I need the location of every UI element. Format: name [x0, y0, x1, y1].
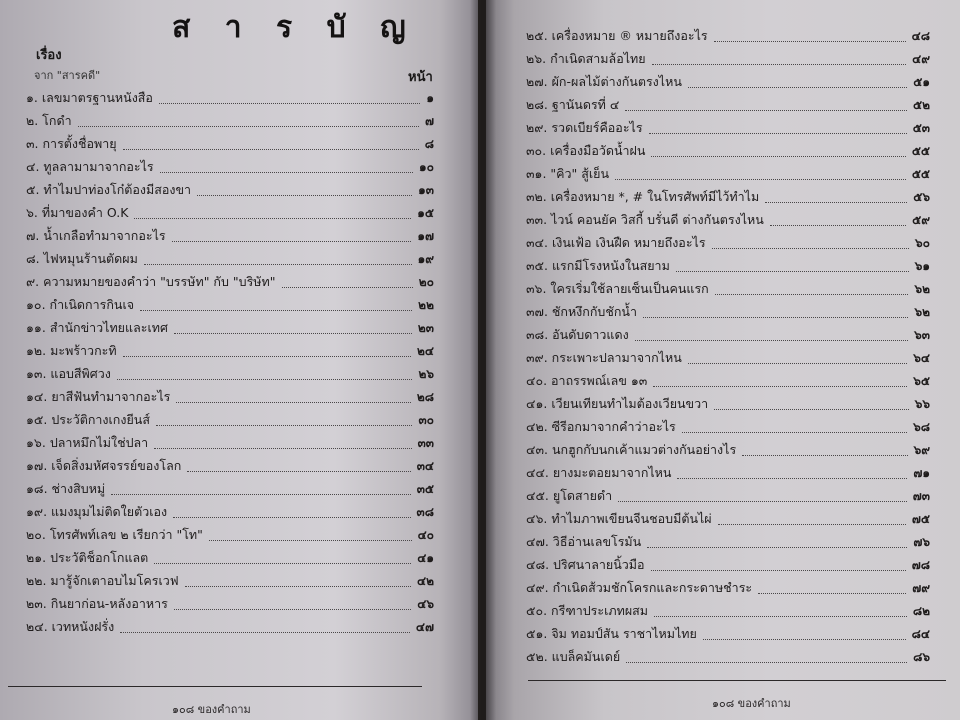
toc-entry [26, 412, 434, 430]
toc-entry [526, 189, 930, 207]
toc-entry [526, 304, 930, 322]
leader-dots [770, 225, 906, 226]
left-page [0, 0, 478, 720]
toc-entry-page: ๘ [424, 137, 434, 151]
toc-entry-page: ๗๙ [912, 581, 930, 595]
toc-entry [526, 51, 930, 69]
leader-dots [618, 501, 907, 502]
toc-entry-title: ๓๙. กระเพาะปลามาจากไหน [526, 350, 682, 365]
toc-entry-title: ๒๔. เวทหนังฝรั่ง [26, 619, 115, 634]
leader-dots [649, 133, 907, 134]
toc-entry [26, 320, 434, 338]
toc-entry [526, 212, 930, 230]
toc-entry [26, 297, 434, 315]
toc-entry-page: ๖๖ [914, 397, 930, 411]
toc-entry-page: ๔๒ [417, 574, 434, 588]
page-column-header: หน้า [408, 70, 433, 85]
page-footer: ๑๐๘ ของคำถาม [712, 697, 791, 710]
leader-dots [654, 616, 907, 617]
leader-dots [173, 517, 410, 518]
leader-dots [688, 87, 907, 88]
topic-column-header: เรื่อง [36, 48, 62, 63]
toc-entry [26, 573, 434, 591]
toc-entry-page: ๔๘ [911, 29, 930, 43]
toc-entry-page: ๕๖ [913, 190, 930, 204]
leader-dots [682, 432, 907, 433]
leader-dots [635, 340, 908, 341]
toc-entry-title: ๑๙. แมงมุมไม่ติดใยตัวเอง [26, 504, 168, 519]
toc-entry [526, 442, 930, 460]
leader-dots [159, 103, 420, 104]
leader-dots [120, 632, 410, 633]
toc-entry [526, 488, 930, 506]
page-title: ส า ร บั ญ [172, 10, 418, 45]
toc-entry-page: ๖๒ [914, 282, 930, 296]
leader-dots [187, 471, 410, 472]
toc-entry-page: ๗๑ [913, 466, 930, 480]
toc-entry [526, 281, 930, 299]
leader-dots [156, 425, 412, 426]
toc-entry-title: ๔๘. ปริศนาลายนิ้วมือ [526, 557, 645, 572]
leader-dots [111, 494, 411, 495]
toc-entry [526, 649, 930, 667]
toc-entry [526, 511, 930, 529]
toc-entry-page: ๒๖ [418, 367, 434, 381]
leader-dots [615, 179, 906, 180]
leader-dots [758, 593, 906, 594]
toc-entry-title: ๔๖. ทำไมภาพเขียนจีนชอบมีต้นไผ่ [526, 511, 712, 526]
toc-entry-title: ๒๙. รวดเบียร์คืออะไร [526, 120, 643, 135]
leader-dots [123, 356, 411, 357]
toc-entry-page: ๖๔ [913, 351, 930, 365]
toc-entry-title: ๔๐. อาถรรพณ์เลข ๑๓ [526, 373, 648, 388]
leader-dots [714, 41, 906, 42]
toc-entry [526, 534, 930, 552]
toc-entry [526, 626, 930, 644]
toc-entry-title: ๑๓. แอบสีพิศวง [26, 366, 111, 381]
toc-entry [526, 350, 930, 368]
toc-entry-title: ๑๔. ยาสีฟันทำมาจากอะไร [26, 389, 171, 404]
leader-dots [647, 547, 907, 548]
leader-dots [282, 287, 413, 288]
toc-entry-title: ๑๘. ช่างสิบหมู่ [26, 481, 106, 496]
toc-entry-title: ๒๕. เครื่องหมาย ® หมายถึงอะไร [526, 28, 708, 43]
toc-entry [526, 557, 930, 575]
toc-entry [26, 274, 434, 292]
toc-entry-title: ๓๐. เครื่องมือวัดน้ำฝน [526, 143, 646, 158]
toc-entry-page: ๕๕ [911, 167, 930, 181]
toc-entry-page: ๒๓ [417, 321, 434, 335]
toc-entry-title: ๕๒. แบล็คมันเดย์ [526, 649, 621, 664]
leader-dots [209, 540, 412, 541]
toc-entry [26, 90, 434, 108]
toc-entry-page: ๓๘ [416, 505, 434, 519]
toc-entry [26, 343, 434, 361]
toc-entry-title: ๔๙. กำเนิดส้วมชักโครกและกระดาษชำระ [526, 580, 753, 595]
toc-entry-page: ๕๓ [912, 121, 930, 135]
toc-entry-title: ๔. ทูลลามามาจากอะไร [26, 159, 154, 174]
toc-entry-page: ๗๕ [911, 512, 930, 526]
leader-dots [714, 409, 909, 410]
toc-entry [526, 97, 930, 115]
toc-entry-title: ๑๑. สำนักข่าวไทยและเทศ [26, 320, 168, 335]
leader-dots [144, 264, 412, 265]
toc-entry-page: ๒๒ [418, 298, 434, 312]
toc-entry-page: ๔๖ [417, 597, 434, 611]
toc-entry [26, 182, 434, 200]
toc-entry-page: ๒๐ [418, 275, 434, 289]
leader-dots [625, 110, 907, 111]
leader-dots [134, 218, 411, 219]
leader-dots [626, 662, 907, 663]
leader-dots [174, 609, 411, 610]
leader-dots [160, 172, 413, 173]
toc-entry-title: ๓๖. ใครเริ่มใช้ลายเซ็นเป็นคนแรก [526, 281, 709, 296]
leader-dots [712, 248, 910, 249]
toc-entry-page: ๕๑ [913, 75, 930, 89]
toc-entry-title: ๓๑. "คิว" สู้เย็น [526, 166, 610, 181]
leader-dots [742, 455, 907, 456]
toc-entry-page: ๘๖ [913, 650, 930, 664]
leader-dots [78, 126, 419, 127]
toc-entry-page: ๖๐ [915, 236, 930, 250]
toc-entry-title: ๑๗. เจ็ดสิ่งมหัศจรรย์ของโลก [26, 458, 182, 473]
toc-entry-page: ๔๐ [417, 528, 434, 542]
toc-entry-title: ๔๕. ยูโดสายดำ [526, 488, 613, 503]
toc-entry-page: ๑๓ [418, 183, 434, 197]
leader-dots [651, 570, 906, 571]
toc-entry [526, 74, 930, 92]
toc-entry-page: ๔๙ [912, 52, 930, 66]
toc-entry [526, 373, 930, 391]
toc-entry [26, 527, 434, 545]
toc-entry [526, 327, 930, 345]
leader-dots [652, 64, 907, 65]
source-subheader: จาก "สารคดี" [34, 69, 101, 82]
toc-entry-title: ๓๕. แรกมีโรงหนังในสยาม [526, 258, 670, 273]
toc-entry [526, 419, 930, 437]
toc-entry-title: ๒๐. โทรศัพท์เลข ๒ เรียกว่า "โท" [26, 527, 203, 542]
toc-entry-title: ๓๘. อันดับดาวแดง [526, 327, 629, 342]
leader-dots [123, 149, 419, 150]
toc-entry-title: ๑. เลขมาตรฐานหนังสือ [26, 90, 153, 105]
toc-entry [26, 596, 434, 614]
toc-entry-title: ๔๒. ซีรีอกมาจากคำว่าอะไร [526, 419, 676, 434]
toc-entry-page: ๘๔ [911, 627, 930, 641]
toc-entry-title: ๔๗. วิธีอ่านเลขโรมัน [526, 534, 642, 549]
toc-entry-title: ๒๓. กินยาก่อน-หลังอาหาร [26, 596, 168, 611]
toc-entry-page: ๖๑ [914, 259, 930, 273]
toc-entry-page: ๗๘ [911, 558, 930, 572]
toc-entry-title: ๒๖. กำเนิดสามล้อไทย [526, 51, 646, 66]
toc-entry-page: ๕๕ [911, 144, 930, 158]
leader-dots [715, 294, 909, 295]
toc-entry-title: ๓๗. ชักหงึกกับชักน้ำ [526, 304, 637, 319]
toc-entry-title: ๑๕. ประวัติกางเกงยีนส์ [26, 412, 150, 427]
toc-entry-page: ๒๔ [417, 344, 434, 358]
toc-entry-title: ๖. ที่มาของคำ O.K [26, 205, 129, 220]
toc-entry-page: ๑ [426, 91, 434, 105]
toc-entry-title: ๒๑. ประวัติช็อกโกแลต [26, 550, 149, 565]
toc-entry [26, 251, 434, 269]
toc-entry-title: ๑๒. มะพร้าวกะทิ [26, 343, 117, 358]
toc-entry-page: ๔๑ [417, 551, 434, 565]
toc-entry-title: ๒๘. ฐานันดรที่ ๔ [526, 97, 620, 112]
leader-dots [140, 310, 412, 311]
toc-entry-page: ๓๐ [418, 413, 434, 427]
right-page [486, 0, 960, 720]
toc-entry [526, 603, 930, 621]
toc-entry [26, 458, 434, 476]
toc-entry [26, 435, 434, 453]
leader-dots [703, 639, 906, 640]
toc-entry-page: ๗๓ [912, 489, 930, 503]
toc-entry [26, 136, 434, 154]
leader-dots [154, 563, 411, 564]
toc-entry-page: ๖๘ [913, 420, 930, 434]
leader-dots [174, 333, 412, 334]
toc-entry-page: ๓๕ [416, 482, 434, 496]
toc-entry-title: ๔๔. ยางมะตอยมาจากไหน [526, 465, 672, 480]
toc-entry [26, 205, 434, 223]
toc-entry-title: ๑๐. กำเนิดการกินเจ [26, 297, 135, 312]
toc-entry-title: ๕. ทำไมปาท่องโก๋ต้องมีสองขา [26, 182, 192, 197]
toc-entry [26, 619, 434, 637]
leader-dots [197, 195, 412, 196]
toc-entry-title: ๕๐. กรีฑาประเภทผสม [526, 603, 649, 618]
toc-entry [26, 550, 434, 568]
leader-dots [154, 448, 411, 449]
toc-entry-page: ๗ [424, 114, 434, 128]
toc-entry-page: ๕๙ [912, 213, 930, 227]
leader-dots [718, 524, 906, 525]
toc-entry-page: ๒๘ [416, 390, 434, 404]
toc-entry-title: ๕๑. จิม ทอมป์สัน ราชาไหมไทย [526, 626, 697, 641]
footer-rule [528, 680, 946, 681]
page-footer: ๑๐๘ ของคำถาม [172, 703, 251, 716]
toc-entry-title: ๓๒. เครื่องหมาย *, # ในโทรศัพท์มีไว้ทำไม [526, 189, 760, 204]
toc-entry-page: ๑๐ [419, 160, 434, 174]
toc-entry [526, 235, 930, 253]
toc-entry-page: ๗๖ [913, 535, 930, 549]
leader-dots [185, 586, 411, 587]
toc-entry-title: ๓๓. ไวน์ คอนยัค วิสกี้ บรั่นดี ต่างกันตรงไหน [526, 212, 764, 227]
toc-entry-title: ๒. โกดำ [26, 113, 72, 128]
toc-entry-title: ๒๗. ผัก-ผลไม้ต่างกันตรงไหน [526, 74, 682, 89]
toc-entry [526, 143, 930, 161]
leader-dots [176, 402, 410, 403]
toc-entry-page: ๑๕ [417, 206, 434, 220]
footer-rule [8, 686, 422, 687]
toc-entry-title: ๓๔. เงินเฟ้อ เงินฝืด หมายถึงอะไร [526, 235, 706, 250]
leader-dots [643, 317, 908, 318]
toc-entry-title: ๔๑. เวียนเทียนทำไมต้องเวียนขวา [526, 396, 709, 411]
toc-entry [26, 481, 434, 499]
toc-entry-title: ๔๓. นกฮูกกับนกเค้าแมวต่างกันอย่างไร [526, 442, 737, 457]
toc-entry [526, 258, 930, 276]
leader-dots [117, 379, 413, 380]
toc-entry-page: ๖๓ [914, 328, 930, 342]
toc-entry-title: ๙. ความหมายของคำว่า "บรรษัท" กับ "บริษัท" [26, 274, 276, 289]
toc-entry-page: ๑๗ [417, 229, 434, 243]
toc-entry [26, 366, 434, 384]
toc-entry [26, 228, 434, 246]
leader-dots [765, 202, 907, 203]
toc-entry [526, 580, 930, 598]
leader-dots [653, 386, 907, 387]
toc-entry [526, 465, 930, 483]
toc-entry-page: ๖๒ [914, 305, 930, 319]
book-gutter [470, 0, 496, 720]
toc-entry [526, 120, 930, 138]
toc-entry-page: ๖๕ [913, 374, 930, 388]
toc-entry [26, 504, 434, 522]
toc-entry-title: ๓. การตั้งชื่อพายุ [26, 136, 117, 151]
toc-entry-page: ๕๒ [913, 98, 930, 112]
toc-entry-page: ๓๓ [417, 436, 434, 450]
toc-entry [526, 396, 930, 414]
toc-entry [26, 113, 434, 131]
leader-dots [651, 156, 905, 157]
toc-entry-title: ๒๒. มารู้จักเตาอบไมโครเวฟ [26, 573, 179, 588]
toc-entry-page: ๔๗ [415, 620, 434, 634]
toc-entry [526, 28, 930, 46]
toc-entry-title: ๘. ไฟหมุนร้านตัดผม [26, 251, 138, 266]
leader-dots [676, 271, 909, 272]
toc-entry-page: ๖๙ [913, 443, 930, 457]
toc-entry-page: ๑๙ [417, 252, 434, 266]
toc-entry-title: ๗. น้ำเกลือทำมาจากอะไร [26, 228, 166, 243]
toc-entry [26, 159, 434, 177]
leader-dots [677, 478, 907, 479]
toc-entry [26, 389, 434, 407]
leader-dots [172, 241, 412, 242]
leader-dots [688, 363, 908, 364]
toc-entry-page: ๘๒ [912, 604, 930, 618]
toc-entry-page: ๓๔ [416, 459, 434, 473]
toc-entry-title: ๑๖. ปลาหมึกไม่ใช่ปลา [26, 435, 149, 450]
toc-entry [526, 166, 930, 184]
